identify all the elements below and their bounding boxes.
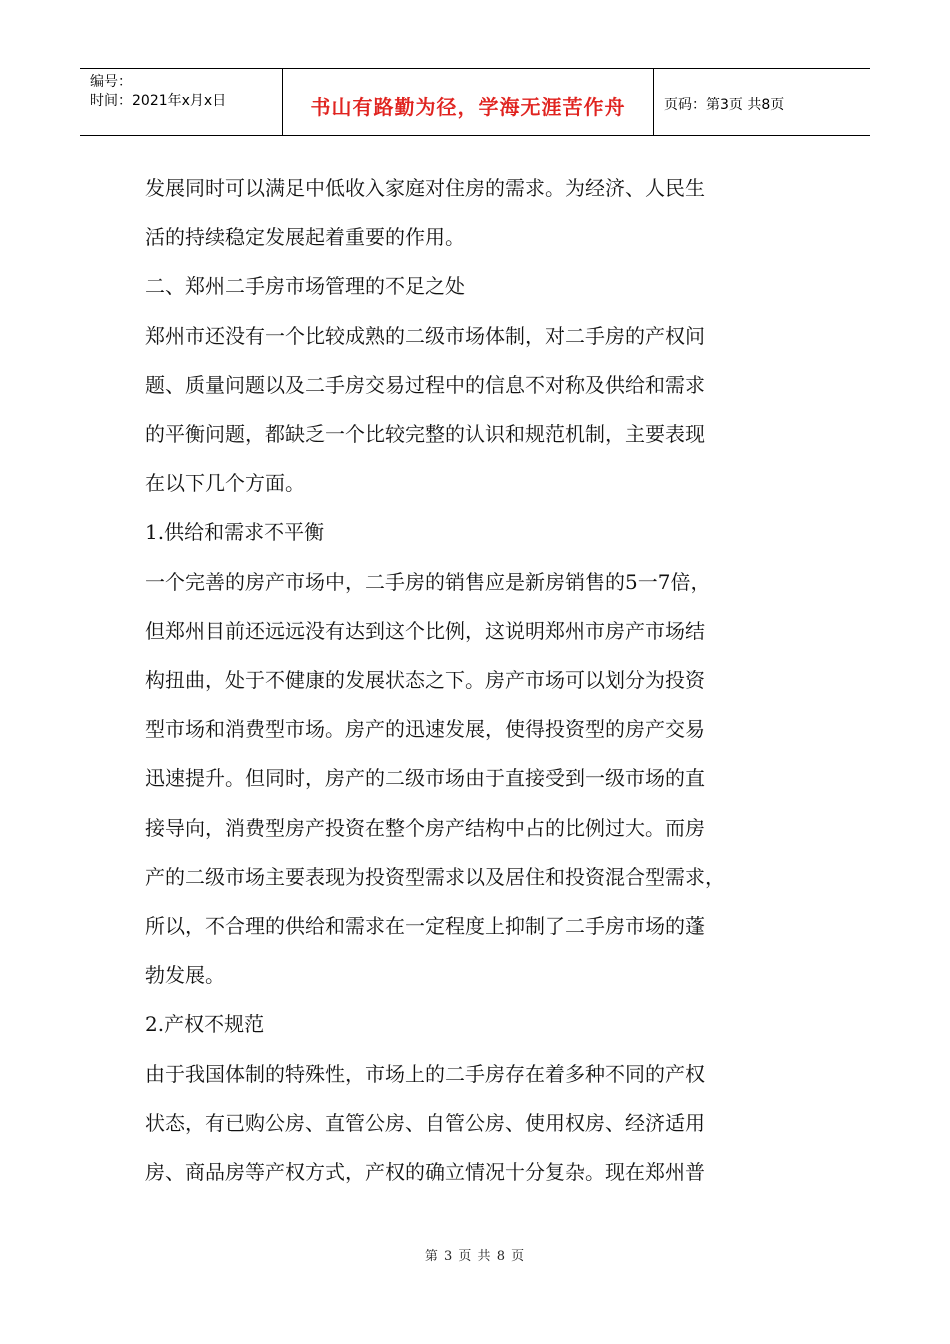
text-line: 构扭曲，处于不健康的发展状态之下。房产市场可以划分为投资	[145, 668, 705, 693]
text-line: 迅速提升。但同时，房产的二级市场由于直接受到一级市场的直	[145, 766, 705, 791]
header-motto: 书山有路勤为径，学海无涯苦作舟	[283, 69, 654, 135]
subsection-heading: 1.供给和需求不平衡	[145, 520, 325, 545]
text-line: 但郑州目前还远远没有达到这个比例，这说明郑州市房产市场结	[145, 618, 705, 643]
text-line: 在以下几个方面。	[145, 471, 305, 496]
text-line: 房、商品房等产权方式，产权的确立情况十分复杂。现在郑州普	[145, 1160, 705, 1185]
page-header	[80, 68, 870, 136]
text-line: 活的持续稳定发展起着重要的作用。	[145, 225, 465, 250]
page-footer: 第 3 页 共 8 页	[424, 1249, 526, 1264]
subsection-heading: 2.产权不规范	[145, 1012, 265, 1037]
text-line: 题、质量问题以及二手房交易过程中的信息不对称及供给和需求	[145, 372, 705, 397]
serial-label: 编号：	[90, 74, 132, 90]
date-label: 时间：2021年x月x日	[90, 93, 227, 109]
text-line: 状态，有已购公房、直管公房、自管公房、使用权房、经济适用	[145, 1110, 705, 1135]
section-heading: 二、郑州二手房市场管理的不足之处	[145, 274, 465, 299]
text-line: 接导向，消费型房产投资在整个房产结构中占的比例过大。而房	[145, 815, 705, 840]
document-body	[145, 164, 785, 1197]
header-meta	[80, 69, 283, 135]
text-line: 由于我国体制的特殊性，市场上的二手房存在着多种不同的产权	[145, 1061, 705, 1086]
text-line: 发展同时可以满足中低收入家庭对住房的需求。为经济、人民生	[145, 176, 705, 200]
text-line: 产的二级市场主要表现为投资型需求以及居住和投资混合型需求，	[145, 864, 725, 889]
text-line: 郑州市还没有一个比较成熟的二级市场体制，对二手房的产权问	[145, 323, 705, 348]
text-line: 一个完善的房产市场中，二手房的销售应是新房销售的5一7倍，	[145, 569, 711, 594]
text-line: 的平衡问题，都缺乏一个比较完整的认识和规范机制，主要表现	[145, 422, 705, 447]
text-line: 勃发展。	[145, 963, 225, 988]
text-line: 型市场和消费型市场。房产的迅速发展，使得投资型的房产交易	[145, 717, 705, 742]
text-line: 所以，不合理的供给和需求在一定程度上抑制了二手房市场的蓬	[145, 914, 705, 939]
header-page-info: 页码：第3页 共8页	[664, 97, 785, 113]
